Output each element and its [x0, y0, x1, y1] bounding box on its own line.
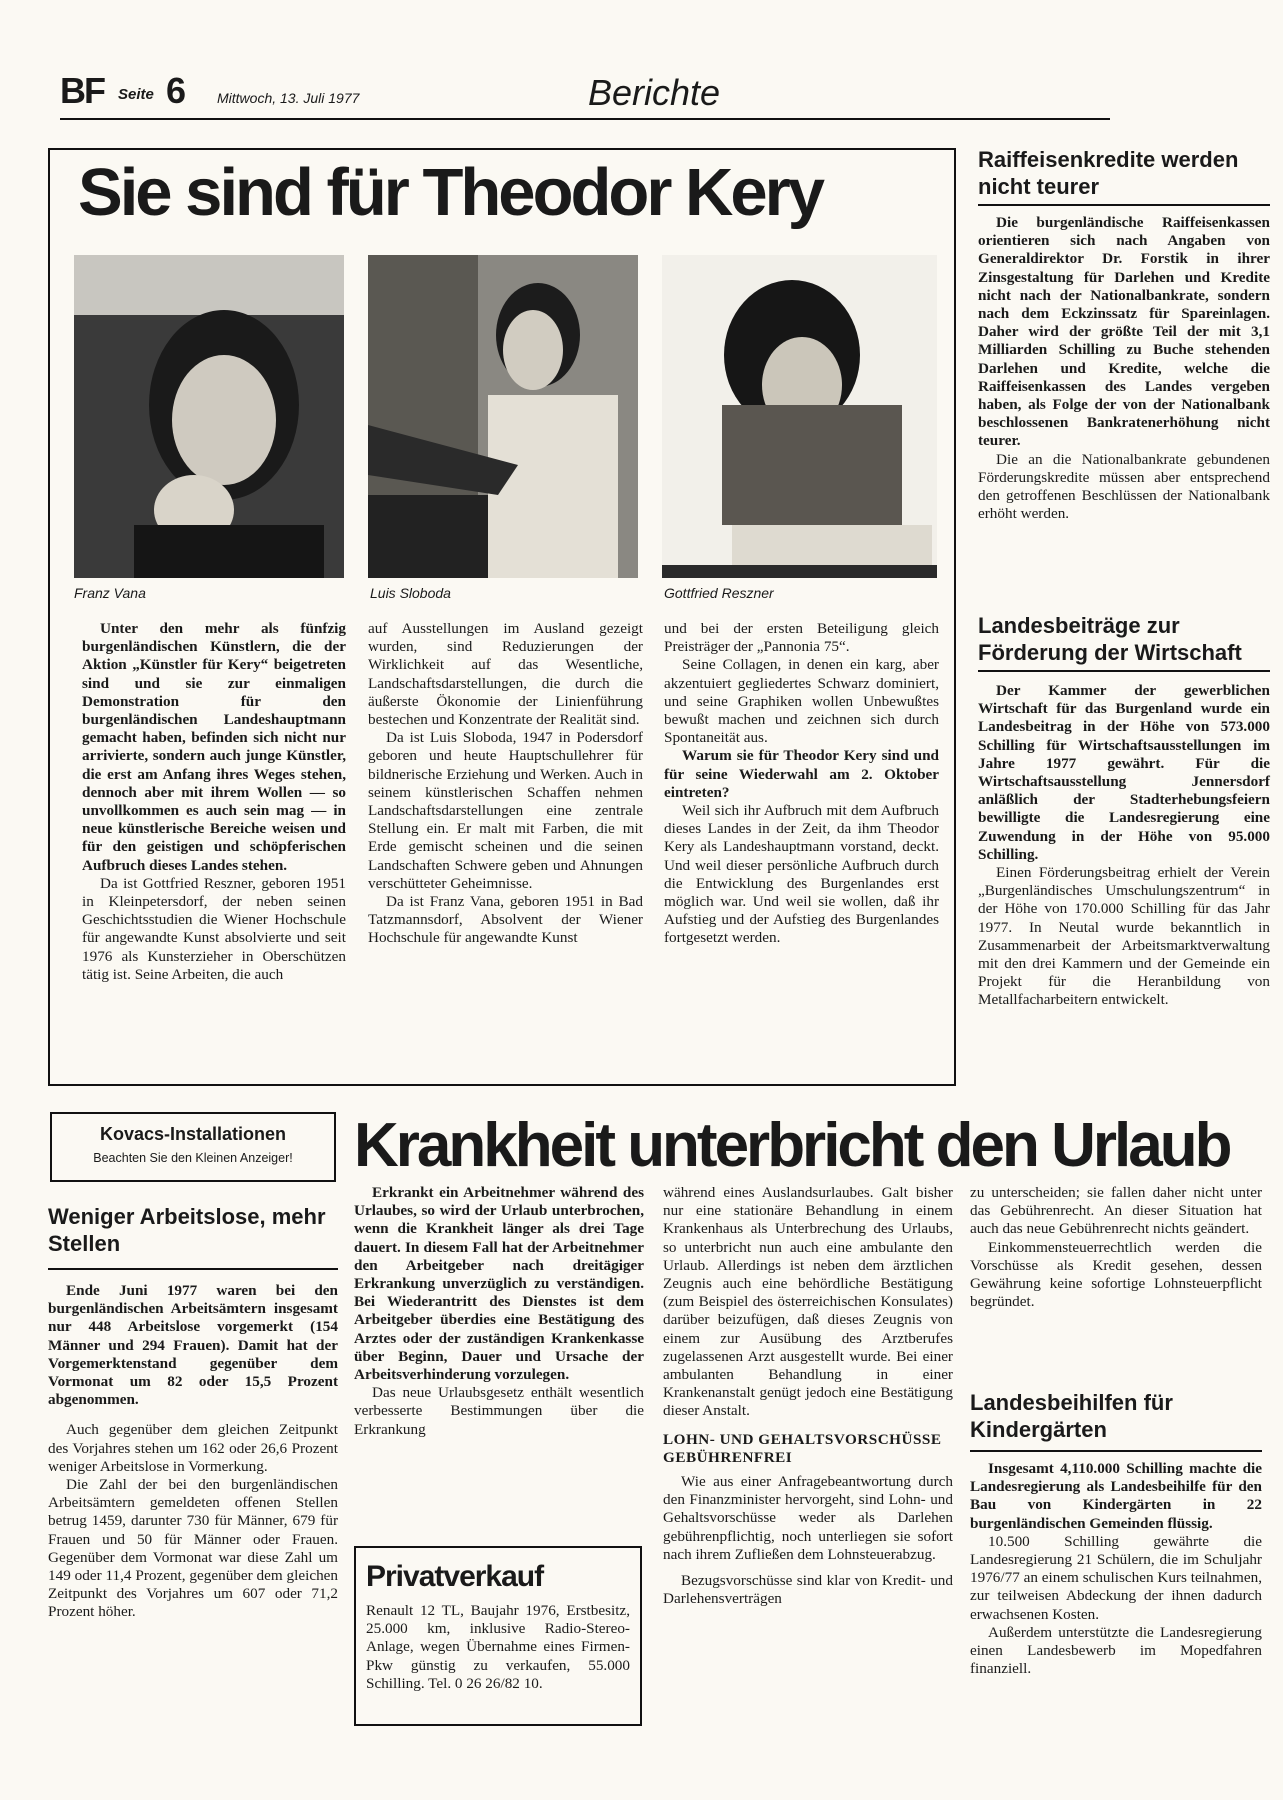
masthead-page-number: 6	[166, 70, 186, 111]
masthead-rule	[60, 118, 1110, 120]
lead-col2-p1: auf Ausstellungen im Ausland gezeigt wurden, sind Reduzierungen der Wirklichkeit auf das Wesentliche, Landschaftsdarstellungen, die durch die äußerste Ökonomie der Linienführung bestechen und Konzentrate der Realität sind.	[368, 620, 643, 729]
privatverkauf-title: Privatverkauf	[366, 1560, 544, 1593]
urlaub-col2b-p2: Bezugsvorschüsse sind klar von Kredit- und Darlehensverträgen	[663, 1572, 953, 1608]
landesbeitraege-body	[978, 682, 1270, 1010]
portrait-1-image	[74, 255, 344, 578]
arbeitslose-p3: Die Zahl der bei den burgenländischen Arbeitsämtern gemeldeten offenen Stellen betrug 1459, darunter 730 für Männer, 679 für Frauen und 50 für Männer oder Frauen. Gegenüber dem Vormonat war diese Zahl um 149 oder 11,4 Prozent, gegenüber dem gleichen Zeitpunkt des Vorjahres um 607 oder 71,2 Prozent höher.	[48, 1476, 338, 1621]
raiffeisen-rule	[978, 204, 1270, 206]
arbeitslose-rule	[48, 1268, 338, 1270]
arbeitslose-p2: Auch gegenüber dem gleichen Zeitpunkt des Vorjahres stehen um 162 oder 26,6 Prozent weniger Arbeitslose in Vormerkung.	[48, 1421, 338, 1475]
lead-headline: Sie sind für Theodor Kery	[78, 155, 823, 230]
privatverkauf-text: Renault 12 TL, Baujahr 1976, Erstbesitz, 25.000 km, inklusive Radio-Stereo-Anlage, wegen Übernahme eines Firmen-Pkw günstig zu verkaufen, 55.000 Schilling. Tel. 0 26 26/82 10.	[366, 1602, 630, 1692]
lead-col3-p1: und bei der ersten Beteiligung gleich Preisträger der „Pannonia 75“.	[664, 620, 939, 656]
ad-kovacs-box	[50, 1112, 336, 1182]
ad-kovacs-text: Beachten Sie den Kleinen Anzeiger!	[93, 1151, 293, 1165]
caption-2: Luis Sloboda	[370, 585, 451, 601]
urlaub-headline: Krankheit unterbricht den Urlaub	[354, 1111, 1230, 1180]
photo-franz-vana	[74, 255, 344, 578]
urlaub-column-3	[970, 1184, 1262, 1311]
kindergaerten-p2: 10.500 Schilling gewährte die Landesregierung 21 Schülern, die im Schuljahr 1976/77 an einem schulischen Kurs teilnahmen, zur teilweisen Abdeckung der ihnen dadurch erwachsenen Kosten.	[970, 1532, 1262, 1623]
raiffeisen-p1: Die burgenländische Raiffeisenkassen orientieren sich nach Angaben von Generaldirektor Dr. Forstik in ihrer Zinsgestaltung für Darlehen und Kredite nicht nach der Nationalbankrate, sondern nach dem Eckzinssatz für Spareinlagen. Daher wird der größte Teil der mit 3,1 Milliarden Schilling zu Buche stehenden Darlehen und Kredite, welche die Raiffeisenkassen des Landes vergeben haben, als Folge der von der Nationalbank beschlossenen Bankratenerhöhung nicht teurer.	[978, 214, 1270, 450]
urlaub-col1-p2: Das neue Urlaubsgesetz enthält wesentlich verbesserte Bestimmungen über die Erkrankung	[354, 1384, 644, 1438]
arbeitslose-headline: Weniger Arbeitslose, mehr Stellen	[48, 1204, 326, 1256]
urlaub-col1-p1: Erkrankt ein Arbeitnehmer während des Urlaubes, so wird der Urlaub unterbrochen, wenn die Krankheit länger als drei Tage dauert. In diesem Fall hat der Arbeitnehmer den Arbeitgeber nach dreitägiger Erkrankung unverzüglich zu verständigen. Bei Wiederantritt des Dienstes ist dem Arbeitgeber überdies eine Bestätigung des Arztes oder der zuständigen Krankenkasse über Beginn, Dauer und Ursache der Arbeitsverhinderung vorzulegen.	[354, 1184, 644, 1384]
kindergaerten-p1: Insgesamt 4,110.000 Schilling machte die Landesregierung als Landesbeihilfe für den Bau von Kindergärten in 22 burgenländischen Gemeinden flüssig.	[970, 1460, 1262, 1532]
urlaub-col2b-p1: Wie aus einer Anfragebeantwortung durch den Finanzminister hervorgeht, sind Lohn- und Gehaltsvorschüsse weder als Darlehen gebührenpflichtig, noch unterliegen sie sofort nach ihrem Zufließen dem Lohnsteuerabzug.	[663, 1473, 953, 1563]
lead-col3-p2: Seine Collagen, in denen ein karg, aber akzentuiert gegliedertes Schwarz dominiert, und seine Graphiken wollen Unbewußtes bewußt machen und zeichnen sich durch Spontaneität aus.	[664, 656, 939, 747]
raiffeisen-p2: Die an die Nationalbankrate gebundenen Förderungskredite müssen aber entsprechend den getroffenen Beschlüssen der Nationalbank erhöht werden.	[978, 450, 1270, 523]
landesbeitraege-rule	[978, 670, 1270, 672]
landesbeitraege-p2: Einen Förderungsbeitrag erhielt der Verein „Burgenländisches Umschulungszentrum“ in der Höhe von 170.000 Schilling für das Jahr 1977. In Neutal wurde bekanntlich in Zusammenarbeit der Arbeitsmarktverwaltung mit den drei Kammern und der Gemeinde ein Projekt für die Heranbildung von Metallfacharbeitern entwickelt.	[978, 864, 1270, 1009]
caption-1: Franz Vana	[74, 585, 146, 601]
masthead	[60, 70, 1110, 120]
lead-col2-p3: Da ist Franz Vana, geboren 1951 in Bad Tatzmannsdorf, Absolvent der Wiener Hochschule für angewandte Kunst	[368, 893, 643, 947]
urlaub-col3-p2: Einkommensteuerrechtlich werden die Vorschüsse als Kredit gesehen, dessen Gewährung keine sofortige Lohnsteuerpflicht begründet.	[970, 1238, 1262, 1311]
kindergaerten-rule	[970, 1450, 1262, 1452]
urlaub-col2-p1: während eines Auslandsurlaubes. Galt bisher nur eine stationäre Behandlung in einem Krankenhaus als Unterbrechung des Urlaubs, so unterbricht nun auch eine ambulante den Urlaub. Allerdings ist neben dem ärztlichen Zeugnis auch eine behördliche Bestätigung (zum Beispiel des österreichischen Konsulates) darüber beizufügen, daß dieses Zeugnis von einem zur Ausübung des Arztberufes zugelassenen Arzt ausgestellt wurde. Bei einer ambulanten Behandlung in einer Krankenanstalt genügt jedoch eine Bestätigung dieser Anstalt.	[663, 1184, 953, 1420]
kindergaerten-p3: Außerdem unterstützte die Landesregierung einen Landesbewerb im Mopedfahren finanziell.	[970, 1623, 1262, 1678]
kindergaerten-body	[970, 1460, 1262, 1678]
landesbeitraege-p1: Der Kammer der gewerblichen Wirtschaft für das Burgenland wurde ein Landesbeitrag in der Höhe von 573.000 Schilling für Wirtschaftsausstellungen im Jahre 1977 gewährt. Für die Wirtschaftsausstellung Jennersdorf anläßlich der Stadterhebungsfeiern bewilligte die Landesregierung eine Zuwendung in der Höhe von 95.000 Schilling.	[978, 682, 1270, 863]
urlaub-subhead: LOHN- UND GEHALTSVORSCHÜSSE GEBÜHRENFREI	[663, 1430, 942, 1466]
lead-col1-p1: Unter den mehr als fünfzig burgenländischen Künstlern, die der Aktion „Künstler für Kery“ beigetreten sind und sie zur einmaligen Demonstration für den burgenländischen Landeshauptmann gemacht haben, befinden sich nicht nur arrivierte, sondern auch junge Künstler, die erst am Anfang ihres Weges stehen, dennoch aber mit ihrem Wollen — so unvollkommen es auch sein mag — in neue künstlerische Bereiche weisen und für den geistigen und schöpferischen Aufbruch dieses Landes stehen.	[82, 620, 346, 874]
urlaub-column-2	[663, 1184, 953, 1608]
photo-luis-sloboda	[368, 255, 638, 578]
arbeitslose-body	[48, 1282, 338, 1622]
lead-col3-p4: Weil sich ihr Aufbruch mit dem Aufbruch dieses Landes in der Zeit, da ihm Theodor Kery als Landeshauptmann vorstand, deckt. Und weil dieser persönliche Aufbruch durch die Entwicklung des Burgenlandes erst möglich war. Und weil sie wollen, daß ihr Aufstieg und der Aufstieg des Burgenlandes fortgesetzt werden.	[664, 802, 939, 947]
raiffeisen-body	[978, 214, 1270, 523]
lead-column-3	[664, 620, 939, 948]
masthead-section: Berichte	[588, 72, 721, 113]
urlaub-col3-p1: zu unterscheiden; sie fallen daher nicht unter das Gebührenrecht. An dieser Situation hat auch das neue Gebührenrecht nichts geändert.	[970, 1184, 1262, 1238]
privatverkauf-box	[354, 1546, 642, 1726]
caption-3: Gottfried Reszner	[664, 585, 774, 601]
portrait-2-image	[368, 255, 638, 578]
landesbeitraege-headline: Landesbeiträge zur Förderung der Wirtschaft	[978, 613, 1242, 665]
masthead-date: Mittwoch, 13. Juli 1977	[217, 90, 360, 106]
photo-gottfried-reszner	[662, 255, 937, 578]
masthead-logo: BF	[60, 70, 104, 111]
kindergaerten-headline: Landesbeihilfen für Kindergärten	[970, 1390, 1173, 1442]
ad-kovacs-title: Kovacs-Installationen	[99, 1124, 287, 1144]
raiffeisen-headline: Raiffeisenkredite werden nicht teurer	[978, 147, 1239, 199]
urlaub-column-1	[354, 1184, 644, 1439]
lead-column-1	[82, 620, 346, 984]
arbeitslose-p1: Ende Juni 1977 waren bei den burgenländischen Arbeitsämtern insgesamt nur 448 Arbeitslose vorgemerkt (154 Männer und 294 Frauen). Damit hat der Vorgemerktenstand gegenüber dem Vormonat um 82 oder 15,5 Prozent abgenommen.	[48, 1282, 338, 1409]
lead-col1-p2: Da ist Gottfried Reszner, geboren 1951 in Kleinpetersdorf, der neben seinen Geschichtsstudien die Wiener Hochschule für angewandte Kunst absolvierte und seit 1976 als Kunsterzieher in Oberschützen tätig ist. Seine Arbeiten, die auch	[82, 874, 346, 983]
portrait-3-image	[662, 255, 937, 578]
lead-col3-p3: Warum sie für Theodor Kery sind und für seine Wiederwahl am 2. Oktober eintreten?	[664, 747, 939, 801]
lead-column-2	[368, 620, 643, 948]
masthead-seite: Seite	[118, 86, 154, 103]
lead-col2-p2: Da ist Luis Sloboda, 1947 in Podersdorf geboren und heute Hauptschullehrer für bildnerische Erziehung und Werken. Auch in seinem künstlerischen Schaffen nehmen Landschaftsdarstellungen eine zentrale Stellung ein. Er malt mit Farben, die mit Erde gemischt scheinen und die seinen Landschaften Schwere geben und Ahnungen verschütteter Geheimnisse.	[368, 729, 643, 892]
